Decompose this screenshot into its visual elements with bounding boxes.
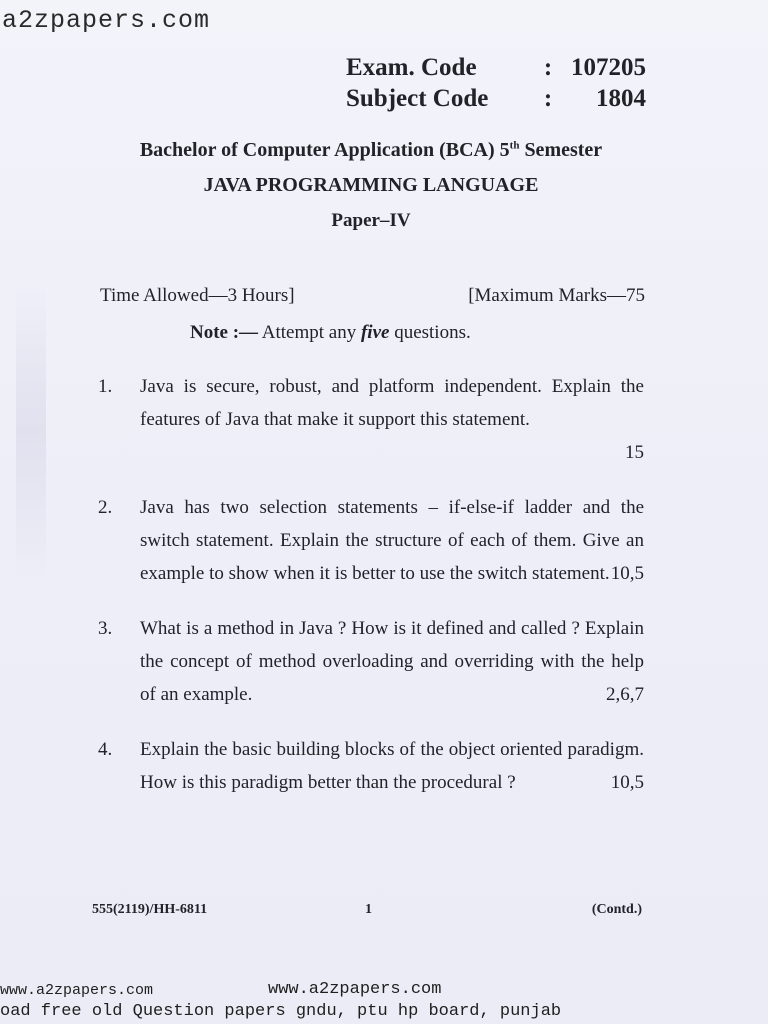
question-body xyxy=(140,733,644,799)
subject-code-label: Subject Code xyxy=(346,85,489,112)
question-text: Explain the basic building blocks of the object oriented paradigm. How is this paradigm better than the procedural ? xyxy=(140,739,644,793)
question-marks: 15 xyxy=(625,442,644,463)
paper-code: 555(2119)/HH-6811 xyxy=(92,902,208,917)
subject-code-separator: : xyxy=(543,85,553,112)
question-text: Java is secure, robust, and platform independent. Explain the features of Java that make it support this statement. xyxy=(140,376,644,430)
note-text-post: questions. xyxy=(389,322,471,343)
question-item xyxy=(98,612,644,711)
question-marks: 10,5 xyxy=(610,772,644,793)
exam-code-value: 107205 xyxy=(571,54,646,81)
subject-code-row xyxy=(346,83,646,114)
question-list xyxy=(98,370,644,799)
question-body xyxy=(140,612,644,711)
site-watermark-top: a2zpapers.com xyxy=(2,6,211,35)
time-and-marks-row xyxy=(100,285,645,307)
page-number: 1 xyxy=(365,902,372,917)
note-emphasis: five xyxy=(360,322,390,343)
note-text-pre: Attempt any xyxy=(258,322,361,343)
note-label: Note :— xyxy=(190,322,259,343)
question-item xyxy=(98,370,644,469)
continued-marker: (Contd.) xyxy=(591,902,642,917)
question-body xyxy=(140,370,644,469)
site-watermark-bottom-left: www.a2zpapers.com xyxy=(0,982,154,999)
side-watermark-shadow xyxy=(16,280,46,580)
question-text: Java has two selection statements – if-else-if ladder and the switch statement. Explain the structure of each of them. Give an example to show when it is better to use the switch statement. xyxy=(140,497,644,584)
exam-code-label: Exam. Code xyxy=(346,54,477,81)
question-item xyxy=(98,491,644,590)
question-text: What is a method in Java ? How is it defined and called ? Explain the concept of method overloading and overriding with the help of an example. xyxy=(140,618,644,705)
course-title-superscript: th xyxy=(509,139,520,152)
question-body xyxy=(140,491,644,590)
exam-code-block xyxy=(346,52,646,114)
subject-code-value: 1804 xyxy=(596,85,646,112)
question-marks: 10,5 xyxy=(610,563,644,584)
time-allowed: Time Allowed—3 Hours] xyxy=(100,285,295,306)
question-item xyxy=(98,733,644,799)
site-watermark-bottom-center: www.a2zpapers.com xyxy=(268,980,442,999)
subject-title: JAVA PROGRAMMING LANGUAGE xyxy=(203,174,539,196)
course-title-text: Bachelor of Computer Application (BCA) 5 xyxy=(139,139,510,161)
question-number: 2. xyxy=(98,497,113,518)
paper-number: Paper–IV xyxy=(331,210,411,231)
instruction-note xyxy=(190,322,471,344)
question-marks: 2,6,7 xyxy=(606,684,644,705)
question-number: 3. xyxy=(98,618,113,639)
maximum-marks: [Maximum Marks—75 xyxy=(468,285,645,306)
site-tagline: oad free old Question papers gndu, ptu hp board, punjab xyxy=(0,1002,562,1021)
question-number: 1. xyxy=(98,376,113,397)
question-number: 4. xyxy=(98,739,113,760)
course-title-suffix: Semester xyxy=(519,139,603,161)
course-title xyxy=(0,139,742,162)
exam-code-row xyxy=(346,52,646,83)
exam-code-separator: : xyxy=(543,54,553,81)
